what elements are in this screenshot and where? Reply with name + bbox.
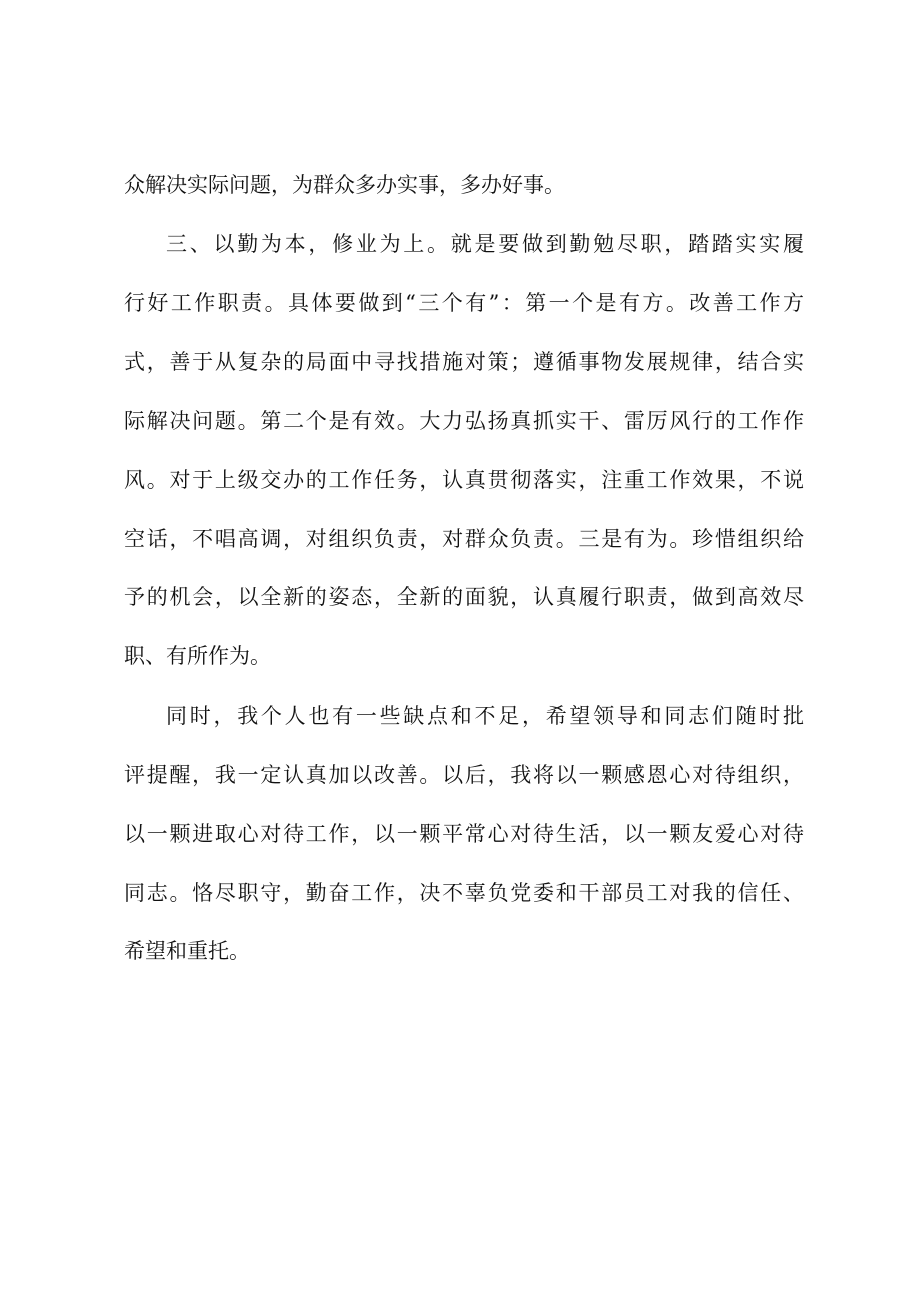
- text-line: 三、以勤为本，修业为上。就是要做到勤勉尽职，踏踏实实履: [166, 232, 804, 256]
- text-line: 众解决实际问题，为群众多办实事，多办好事。: [124, 173, 565, 197]
- text-line: 同时，我个人也有一些缺点和不足，希望领导和同志们随时批: [166, 704, 804, 728]
- text-line: 予的机会，以全新的姿态，全新的面貌，认真履行职责，做到高效尽: [124, 585, 804, 609]
- text-line: 式，善于从复杂的局面中寻找措施对策；遵循事物发展规律，结合实: [124, 350, 804, 374]
- text-line: 希望和重托。: [124, 939, 250, 963]
- text-line: 职、有所作为。: [124, 644, 271, 668]
- text-line: 以一颗进取心对待工作，以一颗平常心对待生活，以一颗友爱心对待: [124, 822, 804, 846]
- text-line: 空话，不唱高调，对组织负责，对群众负责。三是有为。珍惜组织给: [124, 527, 804, 551]
- text-line: 同志。恪尽职守，勤奋工作，决不辜负党委和干部员工对我的信任、: [124, 881, 804, 905]
- text-line: 际解决问题。第二个是有效。大力弘扬真抓实干、雷厉风行的工作作: [124, 409, 804, 433]
- text-line: 行好工作职责。具体要做到“三个有”：第一个是有方。改善工作方: [124, 291, 804, 315]
- text-line: 评提醒，我一定认真加以改善。以后，我将以一颗感恩心对待组织，: [124, 763, 804, 787]
- text-line: 风。对于上级交办的工作任务，认真贯彻落实，注重工作效果，不说: [124, 468, 804, 492]
